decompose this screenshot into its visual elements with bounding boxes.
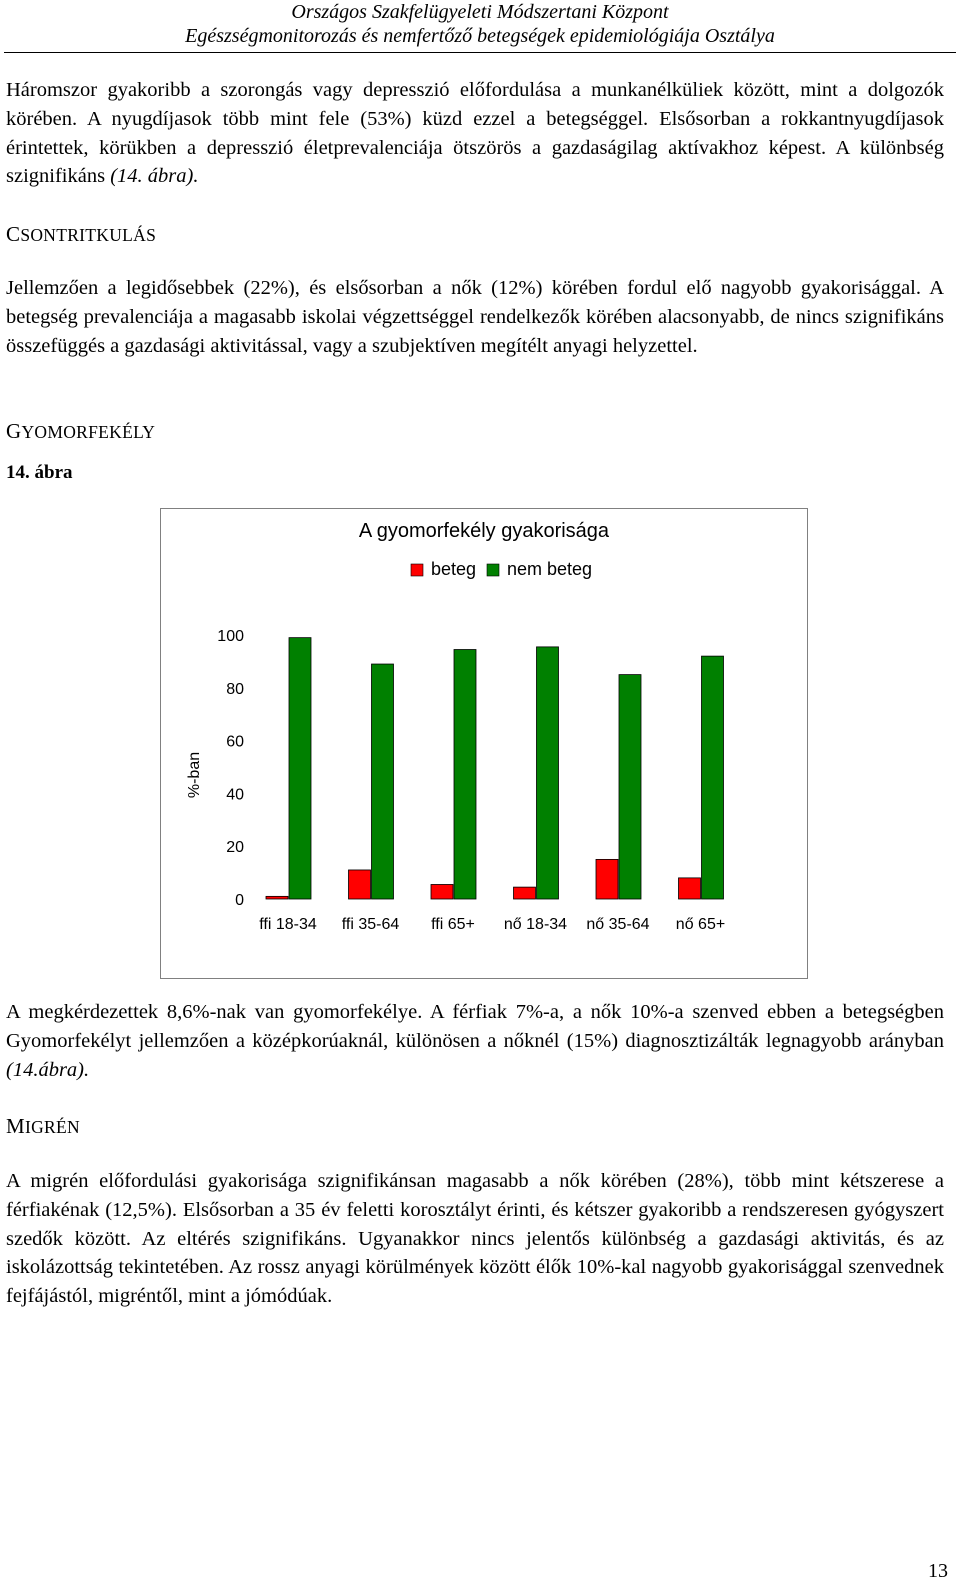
- legend-swatch-2: [487, 564, 499, 576]
- legend-swatch-1: [411, 564, 423, 576]
- gyomorfekely-figure-ref: (14.ábra).: [6, 1058, 90, 1081]
- x-tick-label-4: nő 18-34: [503, 916, 568, 933]
- y-axis-label: %-ban: [186, 751, 203, 799]
- gyomorfekely-paragraph: [6, 998, 944, 1084]
- heading-gyomorfekely: GYOMORFEKÉLY: [6, 419, 156, 443]
- x-tick-label-5: nő 35-64: [586, 916, 650, 933]
- chart-frame: [160, 508, 808, 979]
- bar-beteg-1: [266, 896, 288, 899]
- bar-nem-beteg-1: [289, 638, 311, 899]
- y-tick-label-100: 100: [217, 628, 244, 645]
- x-tick-label-6: nő 65+: [675, 916, 726, 933]
- page-header: [4, 0, 956, 53]
- legend-label-2: nem beteg: [507, 559, 593, 579]
- header-institution: Országos Szakfelügyeleti Módszertani Központ: [291, 1, 669, 23]
- bar-beteg-5: [596, 859, 618, 899]
- bar-nem-beteg-3: [454, 650, 476, 899]
- y-tick-label-0: 0: [235, 892, 244, 909]
- x-tick-label-1: ffi 18-34: [259, 916, 317, 933]
- bar-nem-beteg-4: [537, 647, 559, 899]
- legend-label-1: beteg: [431, 559, 477, 579]
- intro-text: Háromszor gyakoribb a szorongás vagy depresszió előfordulása a munkanélküliek között, mint a dolgozók körében. A nyugdíjasok több mint fele (53%) küzd ezzel a betegséggel. Elsősorban a rokkantnyugdíjasok érintettek, körükben a depresszió életprevalenciája ötszörös a gazdaságilag aktívakhoz képest. A különbség szignifikáns: [6, 79, 944, 188]
- header-department: Egészségmonitorozás és nemfertőző betegségek epidemiológiája Osztálya: [185, 25, 775, 47]
- y-tick-label-80: 80: [226, 680, 244, 698]
- y-tick-label-40: 40: [226, 786, 244, 804]
- chart-title: A gyomorfekély gyakorisága: [358, 520, 610, 542]
- x-tick-label-2: ffi 35-64: [341, 916, 400, 933]
- bar-nem-beteg-2: [372, 664, 394, 899]
- y-tick-label-20: 20: [226, 839, 244, 857]
- bar-nem-beteg-5: [619, 675, 641, 899]
- gyomorfekely-chart: [161, 509, 807, 978]
- bar-nem-beteg-6: [702, 656, 724, 899]
- intro-paragraph: [6, 76, 944, 191]
- y-tick-label-60: 60: [226, 733, 244, 751]
- bar-beteg-6: [679, 878, 701, 899]
- bar-beteg-4: [514, 887, 536, 899]
- gyomorfekely-text: A megkérdezettek 8,6%-nak van gyomorfekélye. A férfiak 7%-a, a nők 10%-a szenved ebben a betegségben Gyomorfekélyt jellemzően a középkorúaknál, különösen a nőknél (15%) diagnosztizálták legnagyobb arányban: [6, 1001, 944, 1052]
- intro-figure-ref: (14. ábra).: [110, 165, 199, 188]
- page-number: 13: [928, 1560, 948, 1582]
- csontritkulas-paragraph: Jellemzően a legidősebbek (22%), és elsősorban a nők (12%) körében fordul elő nagyobb gyakorisággal. A betegség prevalenciája a magasabb iskolai végzettséggel rendelkezők körében alacsonyabb, de nincs szignifikáns összefüggés a gazdasági aktivitással, vagy a szubjektíven megítélt anyagi helyzettel.: [6, 277, 944, 357]
- bar-beteg-2: [349, 870, 371, 899]
- migren-paragraph: A migrén előfordulási gyakorisága szignifikánsan magasabb a nők körében (28%), több mint kétszerese a férfiakénak (12,5%). Elsősorban a 35 év feletti korosztályt érinti, és kétszer gyakoribb a rendszeresen gyógyszert szedők között. Az eltérés szignifikáns. Ugyanakkor nincs jelentős különbség a gazdasági aktivitás, és az iskolázottság tekintetében. Az rossz anyagi körülmények között élők 10%-kal nagyobb gyakorisággal szenvednek fejfájástól, migréntől, mint a jómódúak.: [6, 1170, 944, 1308]
- bar-beteg-3: [431, 884, 453, 899]
- x-tick-label-3: ffi 65+: [431, 916, 475, 933]
- heading-csontritkulas: CSONTRITKULÁS: [6, 222, 157, 246]
- heading-migren: MIGRÉN: [6, 1114, 80, 1138]
- figure-label: 14. ábra: [6, 462, 73, 483]
